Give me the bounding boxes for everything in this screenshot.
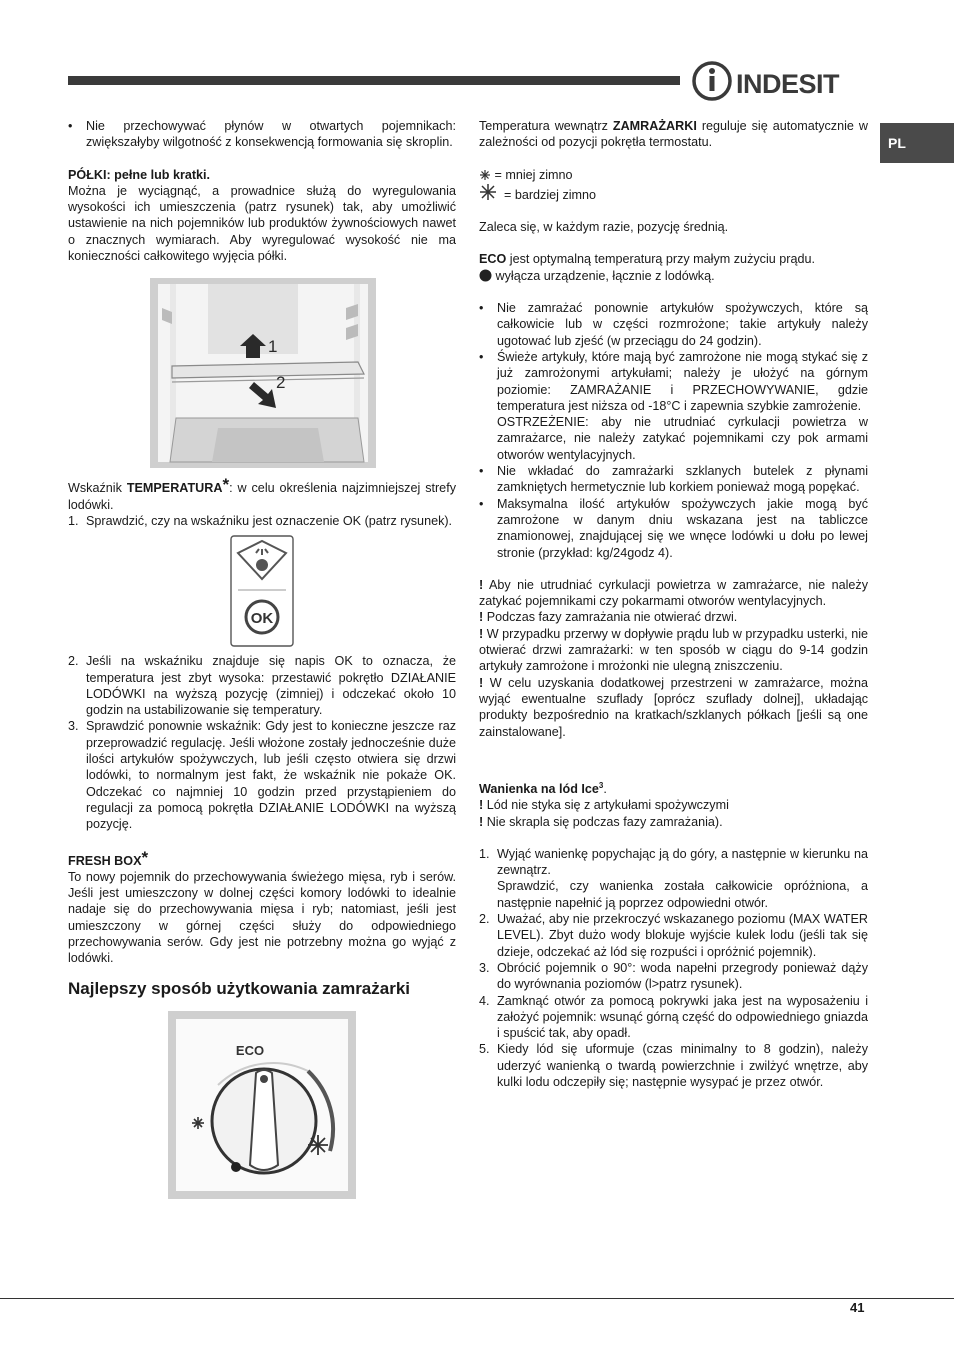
freezer-intro: Temperatura wewnątrz ZAMRAŻARKI reguluje się automatycznie w zależności od pozycji pokrętła termostatu. xyxy=(479,119,868,150)
warning-door: ! Podczas fazy zamrażania nie otwierać drzwi. xyxy=(479,610,738,625)
warning-power-outage: ! W przypadku przerwy w dopływie prądu lub w przypadku usterki, nie otwierać drzwi zamrażarki: w ten sposób w ciągu do 9-14 godzin artykuły zamrożone i mrożonki nie ulegną zniszczeniu. xyxy=(479,626,868,674)
bullet-refreeze: • Nie zamrażać ponownie artykułów spożywczych, które są całkowicie lub w części rozmrożone; takie artykuły należy ugotować lub zjeść (w przeciągu do 24 godzin). xyxy=(479,300,868,349)
left-column xyxy=(68,118,456,1201)
bullet-max-quantity: • Maksymalna ilość artykułów spożywczych jakie mogą być zamrożone w danym dniu wskazana jest na tabliczce znamionowej, znajdującej się we wnęce lodówki u dołu po lewej stronie (przykład: kg/24godz 4). xyxy=(479,496,868,561)
freshbox-title: FRESH BOX* xyxy=(68,847,149,868)
snowflake-large-icon xyxy=(479,183,497,201)
temperature-label: TEMPERATURA xyxy=(126,481,223,496)
warning-ventilation: ! Aby nie utrudniać cyrkulacji powietrza w zamrażarce, nie należy zatykać pojemnikami czy pokarmami otworów wentylacyjnych. xyxy=(479,577,868,609)
off-dot-icon xyxy=(479,269,492,282)
ice-step-5: 5. Kiedy lód się uformuje (czas minimalny to 8 godzin), należy uderzyć wanienką o twardą powierzchnie i zwilżyć wnętrze, aby kulki lodu odczepiły się; następnie wysypać je przez otwór. xyxy=(479,1042,868,1090)
temperature-indicator-figure xyxy=(68,535,456,647)
page-number: 41 xyxy=(850,1300,865,1315)
ok-label: OK xyxy=(250,610,274,628)
temp-step-1: 1. Sprawdzić, czy na wskaźniku jest oznaczenie OK (patrz rysunek). xyxy=(68,513,453,528)
bullet-warning: OSTRZEŻENIE: aby nie utrudniać cyrkulacji powietrza w zamrażarce, nie należy zatykać pojemnikami czy pok armami otworów wentylacyjnych. xyxy=(497,415,868,462)
shelf-adjust-figure xyxy=(68,278,456,470)
ice-note-1: ! Lód nie styka się z artykułami spożywczymi xyxy=(479,798,729,813)
eco-text: ECO jest optymalną temperaturą przy małym zużyciu prądu. xyxy=(479,252,815,267)
temp-step-3: 3. Sprawdzić ponownie wskaźnik: Gdy jest to konieczne jeszcze raz przeprowadzić regulację. Jeśli włożone zostały jednocześnie duże ilości artykułów spożywczych, lub jeśli często otwiera się drzwi lodówki, to normalnym jest fakt, że wskaźnik nie pokaże OK. Odczekać co najmniej 10 godzin przed przystąpieniem do regulacji za pomocą pokrętła DZIAŁANIE LODÓWKI na wyższą pozycję. xyxy=(68,719,456,832)
shelf-step2-label: 2 xyxy=(276,373,286,393)
shelves-title: PÓŁKI: pełne lub kratki. xyxy=(68,167,211,182)
ice-step-2: 2. Uważać, aby nie przekroczyć wskazanego poziomu (MAX WATER LEVEL). Zbyt dużo wody blokuje wyjście kulek lodu (jeśli tak się dzieje, odczekać aż lód się rozpuści i opróżnić pojemnik). xyxy=(479,912,868,959)
less-cold-legend: = mniej zimno xyxy=(479,167,868,183)
snowflake-small-icon xyxy=(479,169,491,181)
bullet-bottles: • Nie wkładać do zamrażarki szklanych butelek z płynami zamkniętych hermetycznie lub korkiem ponieważ mogą popękać. xyxy=(479,463,868,496)
liquids-bullet: • Nie przechowywać płynów w otwartych pojemnikach: zwiększałyby wilgotność z konsekwencją formowania się skroplin. xyxy=(68,118,456,151)
freezer-knob-figure xyxy=(68,1011,456,1201)
knob-eco-label: ECO xyxy=(235,1042,265,1058)
brand-logo xyxy=(692,56,872,106)
ice-step-4: 4. Zamknąć otwór za pomocą pokrywki jaka jest na wyposażeniu i założyć pojemnik: wsunąć górną część do odpowiedniego gniazda i spuścić tak, aby opadł. xyxy=(479,993,868,1041)
right-column xyxy=(479,118,868,1090)
ice-step-1b: Sprawdzić, czy wanienka została całkowicie opróżniona, a następnie napełnić ją poprzez odpowiedni otwór. xyxy=(497,879,868,910)
freezer-heading: Najlepszy sposób użytkowania zamrażarki xyxy=(68,978,411,998)
footer-line xyxy=(0,1298,954,1299)
warning-extra-space: ! W celu uzyskania dodatkowej przestrzeni w zamrażarce, można wyjąć ewentualne szuflady [oprócz szuflady dolnej], układając produkty bezpośrednio na kratkach/szklanych półkach [jeśli są one zainstalowane]. xyxy=(479,675,868,739)
shelf-step1-label: 1 xyxy=(268,337,278,357)
language-tab: PL xyxy=(880,123,954,163)
temp-step-2: 2. Jeśli na wskaźniku znajduje się napis OK to oznacza, że temperatura jest zbyt wysoka: przestawić pokrętło DZIAŁANIE LODÓWKI na wyższą pozycję (zimniej) i odczekać około 10 godzin na ustabilizowanie się temperatury. xyxy=(68,654,456,718)
shelves-text: Można je wyciągnąć, a prowadnice służą do wyregulowania wysokości ich umieszczenia (patrz rysunek) tak, aby umożliwić ustawienie na nich pojemników lub produktów żywnościowych nawet o znacznych wymiarach. Aby wyregulować wysokość nie ma konieczności całkowitego wyjęcia półki. xyxy=(68,183,456,264)
recommend-text: Zaleca się, w każdym razie, pozycję średnią. xyxy=(479,220,729,235)
off-dot-icon xyxy=(231,1162,241,1172)
ice-title: Wanienka na lód Ice$^3$. xyxy=(479,780,607,796)
bullet-fresh-items: • Świeże artykuły, które mają być zamrożone nie mogą stykać się z już zamrożonymi artykułami; należy je ułożyć na górnym poziomie: ZAMRAŻANIE i PRZECHOWYWANIE, gdzie temperatura jest niższa od -18°C i zapewnia szybkie zamrożenie. xyxy=(479,349,868,414)
off-text: wyłącza urządzenie, łącznie z lodówką. xyxy=(479,268,868,284)
brand-name: INDESIT xyxy=(736,69,840,99)
freshbox-text: To nowy pojemnik do przechowywania świeżego mięsa, ryb i serów. Jeśli jest umieszczony w dolnej części komory lodówki to idealnie nadaje się do przechowywania mięsa i ryb; natomiast, jeśli jest umieszczony w górnej części służy do odpowiedniego przechowywania serów. Gdy jest nie potrzebny można go wyjąć z lodówki. xyxy=(68,869,456,966)
header-bar xyxy=(68,76,680,85)
ice-note-2: ! Nie skrapla się podczas fazy zamrażania). xyxy=(479,814,723,829)
snowflake-large-icon xyxy=(308,1135,328,1155)
ice-step-1: 1. Wyjąć wanienkę popychając ją do góry, a następnie w kierunku na zewnątrz. xyxy=(479,846,868,878)
temperature-indicator-intro: Wskaźnik TEMPERATURA*: w celu określenia najzimniejszej strefy lodówki. xyxy=(68,475,456,512)
more-cold-legend: = bardziej zimno xyxy=(479,183,868,203)
ice-step-3: 3. Obrócić pojemnik o 90°: woda napełni przegrody ponieważ dąży do wyrównania poziomów (l>patrz rysunek). xyxy=(479,960,868,992)
